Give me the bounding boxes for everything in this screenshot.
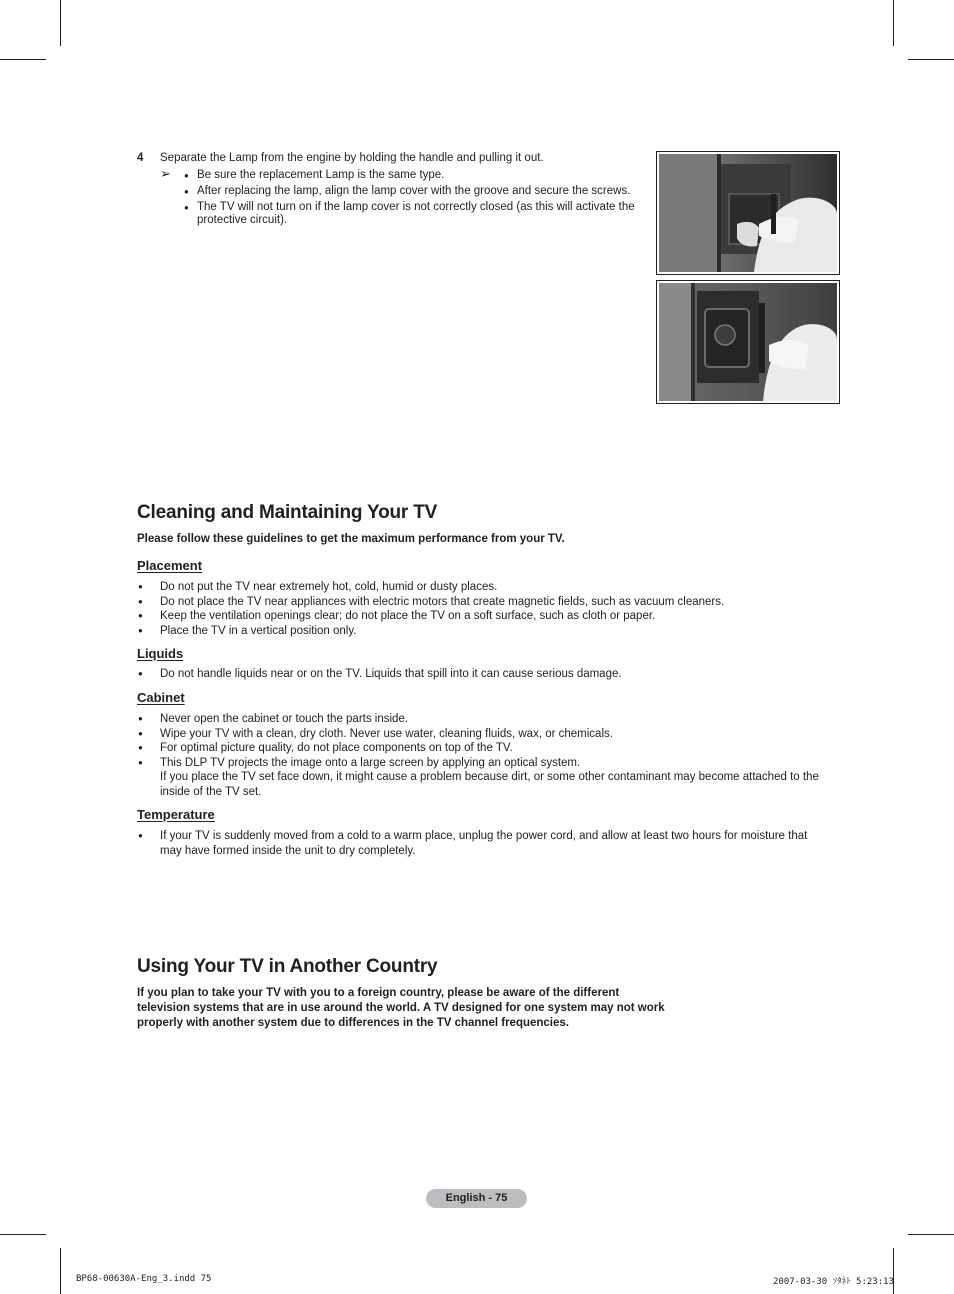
country-intro	[137, 986, 665, 1031]
slug-filename: BP68-00630A-Eng_3.indd 75	[76, 1274, 212, 1284]
crop-mark	[893, 1248, 894, 1294]
country-section-title: Using Your TV in Another Country	[137, 956, 438, 977]
list-item: ● Do not place the TV near appliances with electric motors that create magnetic fields, such as vacuum cleaners.	[137, 595, 837, 610]
crop-mark	[0, 59, 46, 60]
list-item-continuation: If you place the TV set face down, it might cause a problem because dirt, or some other contaminant may become attached to the inside of the TV set.	[160, 771, 819, 798]
liquids-list	[137, 667, 837, 682]
list-item: ● Do not handle liquids near or on the TV. Liquids that spill into it can cause serious damage.	[137, 667, 837, 682]
cleaning-section-title: Cleaning and Maintaining Your TV	[137, 502, 438, 523]
note-item: ● Be sure the replacement Lamp is the same type.	[184, 169, 655, 182]
lamp-photo-2-image	[659, 283, 837, 401]
note-list	[160, 166, 655, 227]
step-notes	[160, 166, 655, 230]
list-item-text: This DLP TV projects the image onto a large screen by applying an optical system.	[160, 756, 581, 769]
temperature-list	[137, 829, 827, 858]
crop-mark	[908, 59, 954, 60]
crop-mark	[60, 1248, 61, 1294]
list-item: ● Keep the ventilation openings clear; do not place the TV on a soft surface, such as cloth or paper.	[137, 609, 837, 624]
list-item: ● Wipe your TV with a clean, dry cloth. Never use water, cleaning fluids, wax, or chemicals.	[137, 727, 837, 742]
note-item: ● The TV will not turn on if the lamp cover is not correctly closed (as this will activate the protective circuit).	[184, 201, 655, 227]
crop-mark	[893, 0, 894, 46]
placement-list	[137, 580, 837, 638]
cabinet-list	[137, 712, 837, 799]
step-text: Separate the Lamp from the engine by holding the handle and pulling it out.	[160, 152, 544, 164]
cleaning-intro: Please follow these guidelines to get the maximum performance from your TV.	[137, 533, 565, 545]
list-item: ● If your TV is suddenly moved from a cold to a warm place, unplug the power cord, and allow at least two hours for moisture that may have formed inside the unit to dry completely.	[137, 829, 827, 858]
slug-timestamp: 2007-03-30 ｿﾀﾈﾄ 5:23:13	[773, 1277, 894, 1287]
page-number-badge: English - 75	[426, 1189, 527, 1208]
list-item: ● Do not put the TV near extremely hot, cold, humid or dusty places.	[137, 580, 837, 595]
intro-line: television systems that are in use around the world. A TV designed for one system may not work	[137, 1002, 665, 1014]
list-item: ● Place the TV in a vertical position only.	[137, 624, 837, 639]
list-item: ● For optimal picture quality, do not place components on top of the TV.	[137, 741, 837, 756]
cabinet-heading: Cabinet	[137, 690, 185, 705]
note-arrow-icon: ➢	[160, 166, 171, 181]
crop-mark	[908, 1234, 954, 1235]
intro-line: If you plan to take your TV with you to a foreign country, please be aware of the different	[137, 987, 620, 999]
note-item: ● After replacing the lamp, align the lamp cover with the groove and secure the screws.	[184, 185, 655, 198]
lamp-photo-1-image	[659, 154, 837, 272]
lamp-removal-photo-2	[656, 280, 840, 404]
intro-line: properly with another system due to differences in the TV channel frequencies.	[137, 1017, 569, 1029]
temperature-heading: Temperature	[137, 807, 215, 822]
lamp-removal-photo-1	[656, 151, 840, 275]
crop-mark	[60, 0, 61, 46]
crop-mark	[0, 1234, 46, 1235]
placement-heading: Placement	[137, 558, 203, 573]
list-item: ● Never open the cabinet or touch the parts inside.	[137, 712, 837, 727]
liquids-heading: Liquids	[137, 646, 184, 661]
step-number: 4	[137, 152, 144, 164]
list-item	[137, 756, 837, 800]
